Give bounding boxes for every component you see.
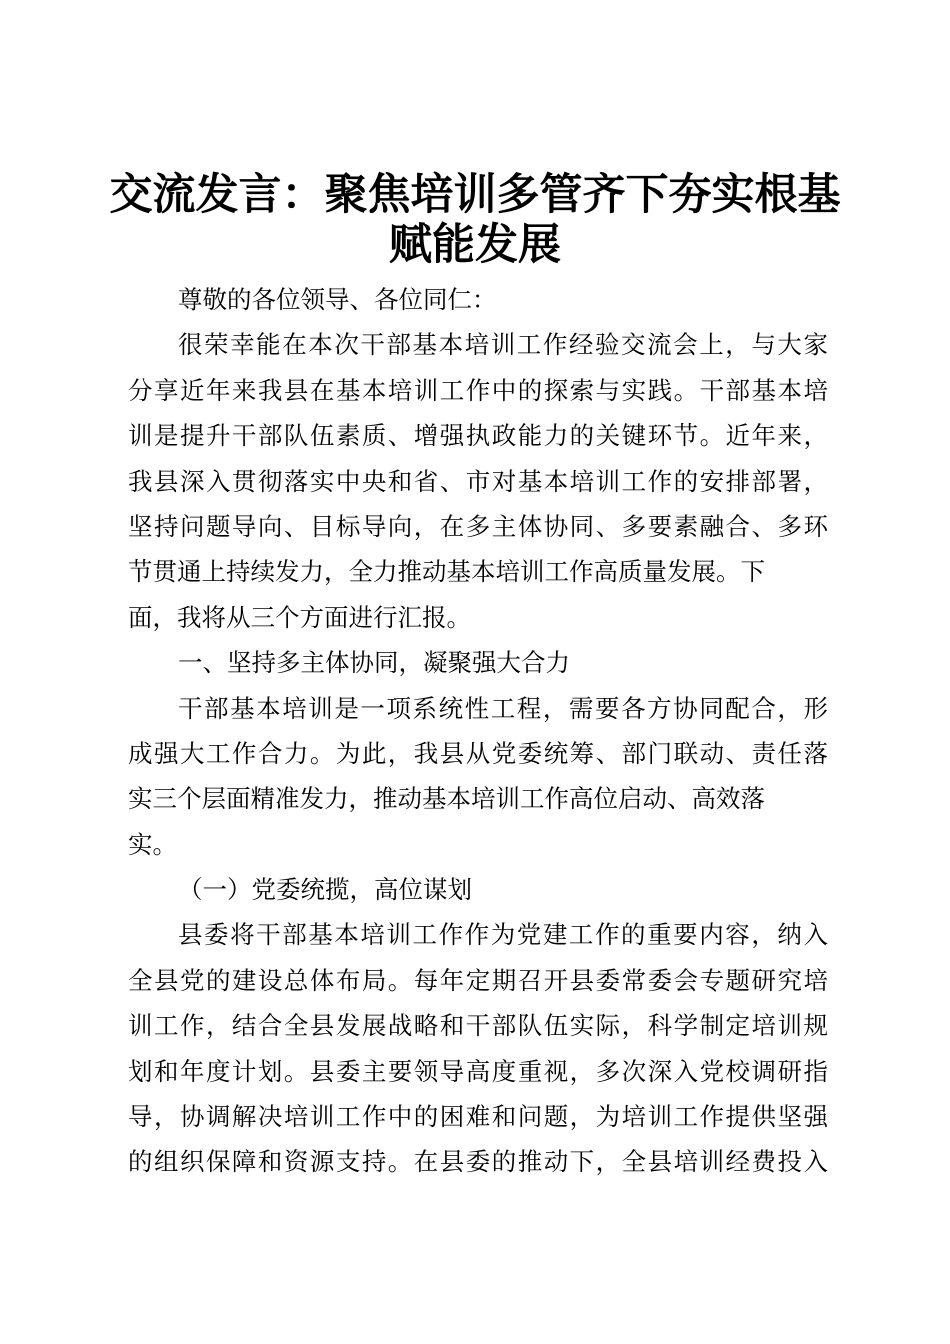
paragraph-line: 的组织保障和资源支持。在县委的推动下，全县培训经费投入 <box>128 1147 828 1177</box>
paragraph-line: 我县深入贯彻落实中央和省、市对基本培训工作的安排部署， <box>128 466 828 496</box>
paragraph-line: 面，我将从三个方面进行汇报。 <box>128 602 471 632</box>
paragraph-line: 县委将干部基本培训工作作为党建工作的重要内容，纳入 <box>178 920 828 950</box>
paragraph-line: 训工作，结合全县发展战略和干部队伍实际，科学制定培训规 <box>128 1011 828 1041</box>
paragraph-line: 干部基本培训是一项系统性工程，需要各方协同配合，形 <box>178 693 828 723</box>
paragraph-line: 全县党的建设总体布局。每年定期召开县委常委会专题研究培 <box>128 965 828 995</box>
paragraph-line: 划和年度计划。县委主要领导高度重视，多次深入党校调研指 <box>128 1056 828 1086</box>
paragraph-line: 坚持问题导向、目标导向，在多主体协同、多要素融合、多环 <box>128 511 828 541</box>
paragraph-line: 成强大工作合力。为此，我县从党委统筹、部门联动、责任落 <box>128 738 828 768</box>
subsection-heading: （一）党委统揽，高位谋划 <box>178 875 472 905</box>
paragraph-line: 训是提升干部队伍素质、增强执政能力的关键环节。近年来， <box>128 421 828 451</box>
section-heading: 一、坚持多主体协同，凝聚强大合力 <box>178 648 570 678</box>
paragraph-line: 分享近年来我县在基本培训工作中的探索与实践。干部基本培 <box>128 375 828 405</box>
salutation: 尊敬的各位领导、各位同仁： <box>178 285 497 314</box>
document-body <box>128 277 828 1185</box>
paragraph-line: 很荣幸能在本次干部基本培训工作经验交流会上，与大家 <box>178 330 828 360</box>
paragraph-line: 导，协调解决培训工作中的困难和问题，为培训工作提供坚强 <box>128 1102 828 1132</box>
document-title-line-1: 交流发言：聚焦培训多管齐下夯实根基 <box>109 170 841 220</box>
paragraph-line: 实。 <box>128 829 177 859</box>
document-title-line-2: 赋能发展 <box>389 220 561 270</box>
paragraph-line: 实三个层面精准发力，推动基本培训工作高位启动、高效落 <box>128 784 765 814</box>
paragraph-line: 节贯通上持续发力，全力推动基本培训工作高质量发展。下 <box>128 557 765 587</box>
